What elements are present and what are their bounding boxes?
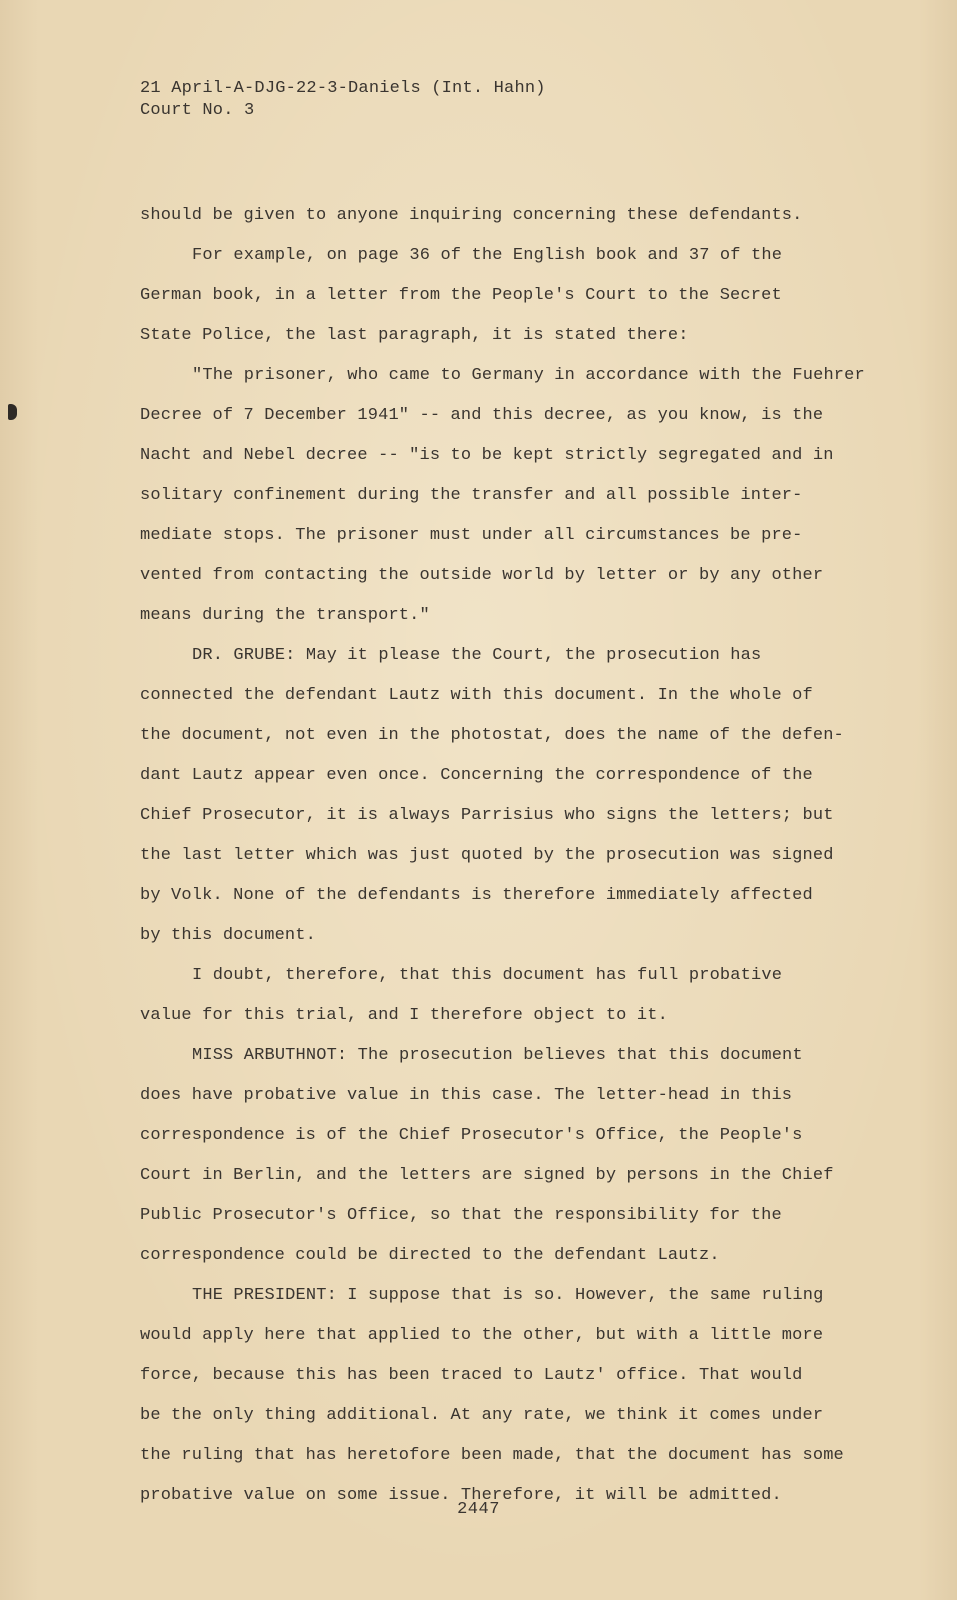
transcript-line: correspondence is of the Chief Prosecutor's Office, the People's <box>140 1126 803 1145</box>
transcript-line: should be given to anyone inquiring concerning these defendants. <box>140 206 803 225</box>
transcript-line: State Police, the last paragraph, it is stated there: <box>140 326 689 345</box>
transcript-line: Chief Prosecutor, it is always Parrisius who signs the letters; but <box>140 806 834 825</box>
transcript-line: by Volk. None of the defendants is therefore immediately affected <box>140 886 813 905</box>
transcript-line: dant Lautz appear even once. Concerning the correspondence of the <box>140 766 813 785</box>
transcript-line: German book, in a letter from the People's Court to the Secret <box>140 286 782 305</box>
transcript-line: value for this trial, and I therefore object to it. <box>140 1006 668 1025</box>
transcript-line: vented from contacting the outside world by letter or by any other <box>140 566 824 585</box>
transcript-line: MISS ARBUTHNOT: The prosecution believes that this document <box>192 1046 803 1065</box>
binding-hole-mark <box>8 404 17 420</box>
transcript-line: correspondence could be directed to the defendant Lautz. <box>140 1246 720 1265</box>
transcript-line: does have probative value in this case. The letter-head in this <box>140 1086 793 1105</box>
transcript-line: Decree of 7 December 1941" -- and this decree, as you know, is the <box>140 406 824 425</box>
transcript-line: probative value on some issue. Therefore, it will be admitted. <box>140 1486 782 1505</box>
transcript-line: would apply here that applied to the other, but with a little more <box>140 1326 824 1345</box>
transcript-line: THE PRESIDENT: I suppose that is so. However, the same ruling <box>192 1286 824 1305</box>
transcript-line: connected the defendant Lautz with this document. In the whole of <box>140 686 813 705</box>
transcript-line: DR. GRUBE: May it please the Court, the prosecution has <box>192 646 762 665</box>
transcript-line: I doubt, therefore, that this document has full probative <box>192 966 783 985</box>
transcript-line: the ruling that has heretofore been made, that the document has some <box>140 1446 844 1465</box>
transcript-line: be the only thing additional. At any rate, we think it comes under <box>140 1406 824 1425</box>
transcript-line: the last letter which was just quoted by the prosecution was signed <box>140 846 834 865</box>
transcript-line: solitary confinement during the transfer and all possible inter- <box>140 486 803 505</box>
transcript-line: the document, not even in the photostat, does the name of the defen- <box>140 726 844 745</box>
transcript-line: Public Prosecutor's Office, so that the responsibility for the <box>140 1206 782 1225</box>
header-case-line: 21 April-A-DJG-22-3-Daniels (Int. Hahn) <box>140 79 546 98</box>
transcript-line: "The prisoner, who came to Germany in accordance with the Fuehrer <box>192 366 865 385</box>
transcript-line: force, because this has been traced to Lautz' office. That would <box>140 1366 803 1385</box>
page-number: 2447 <box>457 1500 500 1519</box>
transcript-body <box>140 196 865 1516</box>
transcript-line: For example, on page 36 of the English book and 37 of the <box>192 246 783 265</box>
transcript-line: mediate stops. The prisoner must under all circumstances be pre- <box>140 526 803 545</box>
transcript-line: means during the transport." <box>140 606 430 625</box>
document-header <box>140 78 546 122</box>
transcript-line: Nacht and Nebel decree -- "is to be kept strictly segregated and in <box>140 446 834 465</box>
transcript-line: by this document. <box>140 926 316 945</box>
header-court-line: Court No. 3 <box>140 101 255 120</box>
transcript-line: Court in Berlin, and the letters are signed by persons in the Chief <box>140 1166 834 1185</box>
